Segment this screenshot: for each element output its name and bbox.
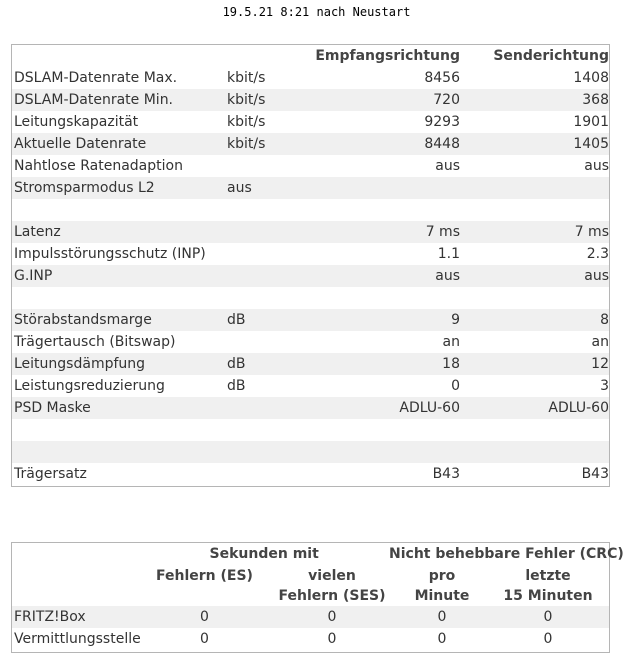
row-last15-value: 0	[543, 631, 553, 647]
row-label: FRITZ!Box	[14, 609, 86, 625]
row-tx-value	[460, 441, 609, 463]
dsl-table-row	[12, 243, 609, 265]
dsl-table-row	[12, 397, 609, 419]
row-label: DSLAM-Datenrate Max.	[14, 70, 178, 86]
row-label: Impulsstörungsschutz (INP)	[14, 246, 206, 262]
row-unit: kbit/s	[227, 70, 266, 86]
dsl-table-row	[12, 353, 609, 375]
col-header-ses-line1: vielen	[308, 568, 356, 584]
row-label: Leitungskapazität	[14, 114, 139, 130]
dsl-table-row	[12, 287, 609, 309]
row-rx-value	[307, 177, 460, 199]
row-es-value: 0	[200, 609, 209, 625]
row-unit	[227, 155, 307, 177]
row-rx-value: 720	[433, 92, 460, 108]
row-tx-value: 1408	[573, 70, 609, 86]
header-empfangsrichtung: Empfangsrichtung	[315, 48, 460, 64]
row-unit: kbit/s	[227, 136, 266, 152]
row-unit	[227, 221, 307, 243]
row-label: Nahtlose Ratenadaption	[14, 158, 183, 174]
group-header-seconds: Sekunden mit	[209, 546, 319, 562]
row-label: Aktuelle Datenrate	[14, 136, 147, 152]
header-spacer-es	[142, 586, 267, 606]
row-unit	[227, 287, 307, 309]
dsl-table-row	[12, 89, 609, 111]
dsl-table-header	[12, 45, 609, 67]
row-pro-minute-value: 0	[437, 609, 447, 625]
row-label: G.INP	[14, 268, 53, 284]
row-label: Leistungsreduzierung	[14, 378, 165, 394]
row-tx-value: ADLU-60	[548, 400, 609, 416]
col-header-es: Fehlern (ES)	[156, 568, 253, 584]
row-rx-value: 9293	[424, 114, 460, 130]
row-unit	[227, 441, 307, 463]
col-header-pro-line2: Minute	[414, 588, 470, 604]
row-tx-value: 1901	[573, 114, 609, 130]
row-tx-value: B43	[581, 466, 609, 482]
row-unit: kbit/s	[227, 114, 266, 130]
row-rx-value: 1.1	[437, 246, 460, 262]
dsl-table-row	[12, 199, 609, 221]
dsl-table-row	[12, 331, 609, 353]
row-rx-value: 18	[442, 356, 460, 372]
row-unit: dB	[227, 312, 246, 328]
row-label: PSD Maske	[14, 400, 91, 416]
row-tx-value: 1405	[573, 136, 609, 152]
row-rx-value: an	[442, 334, 460, 350]
row-label: Leitungsdämpfung	[14, 356, 146, 372]
row-tx-value: 368	[582, 92, 609, 108]
row-tx-value: 12	[591, 356, 609, 372]
dsl-table-row	[12, 67, 609, 89]
row-label	[12, 441, 227, 463]
row-unit	[227, 243, 307, 265]
dsl-table-row	[12, 463, 609, 485]
col-header-ses-line2: Fehlern (SES)	[278, 588, 386, 604]
row-rx-value: 8448	[424, 136, 460, 152]
row-tx-value: 8	[600, 312, 609, 328]
error-table-row	[12, 628, 609, 650]
header-empty-1	[12, 45, 227, 67]
dsl-table-row	[12, 177, 609, 199]
row-label: DSLAM-Datenrate Min.	[14, 92, 174, 108]
row-tx-value	[460, 177, 609, 199]
dsl-table-row	[12, 309, 609, 331]
row-tx-value: 3	[600, 378, 609, 394]
row-rx-value	[307, 199, 460, 221]
row-unit	[227, 397, 307, 419]
row-rx-value	[307, 441, 460, 463]
row-label	[12, 199, 227, 221]
row-label	[12, 419, 227, 441]
header-spacer	[12, 566, 142, 586]
row-rx-value: aus	[435, 158, 460, 174]
error-stats-table	[11, 542, 624, 653]
dsl-table-row	[12, 375, 609, 397]
error-table-group-header	[12, 544, 624, 564]
col-header-last15-line1: letzte	[525, 568, 571, 584]
group-header-crc: Nicht behebbare Fehler (CRC)	[389, 546, 624, 562]
row-label: Stromsparmodus L2	[14, 180, 155, 196]
row-last15-value: 0	[543, 609, 553, 625]
dsl-table-row	[12, 155, 609, 177]
header-senderichtung: Senderichtung	[493, 48, 609, 64]
row-unit	[227, 199, 307, 221]
row-label: Trägersatz	[14, 466, 87, 482]
row-rx-value: aus	[435, 268, 460, 284]
row-tx-value	[460, 287, 609, 309]
row-unit	[227, 265, 307, 287]
row-rx-value	[307, 419, 460, 441]
header-empty-2	[227, 45, 307, 67]
error-table-row	[12, 606, 609, 628]
error-table-header-line-2	[12, 586, 609, 606]
row-tx-value: an	[591, 334, 609, 350]
row-ses-value: 0	[327, 631, 337, 647]
dsl-table-row	[12, 221, 609, 243]
row-es-value: 0	[200, 631, 209, 647]
header-spacer-2	[12, 586, 142, 606]
page-title: 19.5.21 8:21 nach Neustart	[222, 5, 411, 19]
row-unit: aus	[227, 180, 252, 196]
col-header-last15-line2: 15 Minuten	[503, 588, 593, 604]
row-tx-value: 2.3	[586, 246, 609, 262]
row-label	[12, 287, 227, 309]
row-tx-value: aus	[584, 158, 609, 174]
row-tx-value	[460, 419, 609, 441]
row-unit	[227, 331, 307, 353]
row-unit: dB	[227, 356, 246, 372]
row-tx-value	[460, 199, 609, 221]
dsl-table-row	[12, 133, 609, 155]
row-unit	[227, 419, 307, 441]
row-unit: dB	[227, 378, 246, 394]
row-rx-value	[307, 287, 460, 309]
row-ses-value: 0	[327, 609, 337, 625]
dsl-info-table	[11, 44, 610, 487]
row-rx-value: B43	[432, 466, 460, 482]
group-header-spacer	[12, 544, 139, 564]
row-label: Latenz	[14, 224, 61, 240]
dsl-table-row	[12, 441, 609, 463]
row-rx-value: 0	[451, 378, 460, 394]
row-unit: kbit/s	[227, 92, 266, 108]
row-pro-minute-value: 0	[437, 631, 447, 647]
row-unit	[227, 463, 307, 485]
row-label: Störabstandsmarge	[14, 312, 152, 328]
row-label: Trägertausch (Bitswap)	[14, 334, 176, 350]
error-table-header-line-1	[12, 566, 609, 586]
row-tx-value: 7 ms	[574, 224, 609, 240]
dsl-table-row	[12, 419, 609, 441]
row-tx-value: aus	[584, 268, 609, 284]
dsl-table-row	[12, 265, 609, 287]
col-header-pro-line1: pro	[428, 568, 456, 584]
row-rx-value: 8456	[424, 70, 460, 86]
row-rx-value: ADLU-60	[399, 400, 460, 416]
row-rx-value: 9	[451, 312, 460, 328]
row-label: Vermittlungsstelle	[14, 631, 141, 647]
row-rx-value: 7 ms	[425, 224, 460, 240]
dsl-table-row	[12, 111, 609, 133]
